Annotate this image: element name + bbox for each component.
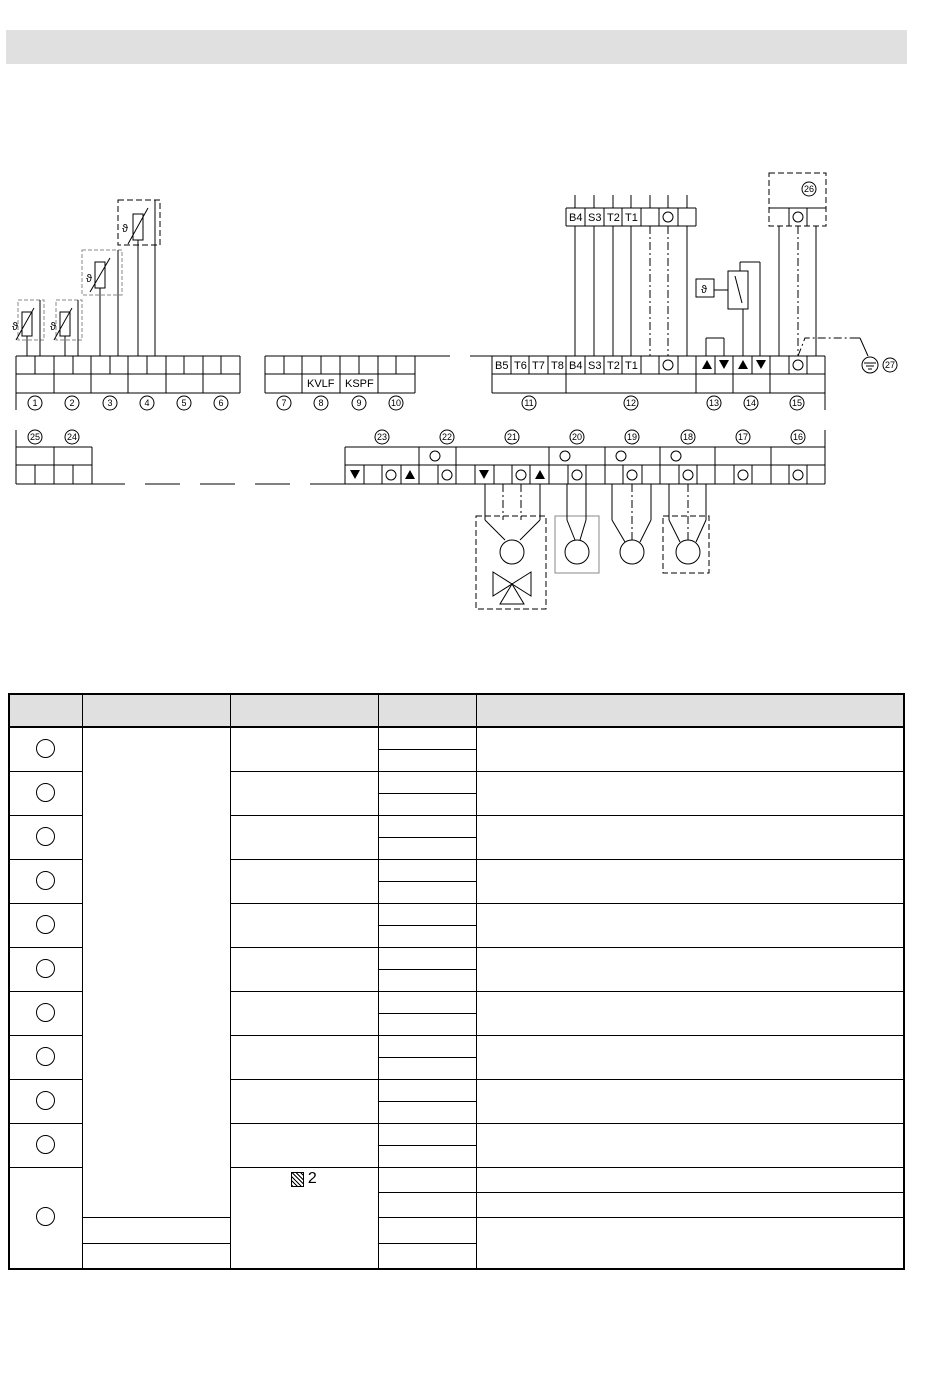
table-row xyxy=(9,727,904,750)
heating-circuit-number: 2 xyxy=(307,1170,317,1187)
row-circle-marker xyxy=(36,783,55,802)
terminal-number: 18 xyxy=(682,432,694,442)
terminal-number: 20 xyxy=(571,432,583,442)
mixer-valve-device xyxy=(476,484,546,609)
row-circle-marker xyxy=(36,1003,55,1022)
row-circle-marker xyxy=(36,827,55,846)
terminal-number: 10 xyxy=(390,398,402,408)
terminal-number: 17 xyxy=(737,432,749,442)
lower-terminal-strip xyxy=(16,430,825,484)
mid-strip-label: B4 xyxy=(569,360,583,372)
row-circle-marker xyxy=(36,1047,55,1066)
mid-strip-label: T7 xyxy=(532,360,545,372)
terminal-number: 12 xyxy=(625,398,637,408)
table-header-cell xyxy=(476,694,904,727)
terminal-number: 22 xyxy=(441,432,453,442)
table-header-cell xyxy=(378,694,476,727)
sensor-1 xyxy=(16,300,44,356)
terminal-number: 19 xyxy=(626,432,638,442)
row-circle-marker xyxy=(36,959,55,978)
terminal-number: 21 xyxy=(506,432,518,442)
row-circle-marker xyxy=(36,1135,55,1154)
row-circle-marker xyxy=(36,739,55,758)
terminal-number: 4 xyxy=(144,398,150,408)
row-circle-marker xyxy=(36,871,55,890)
kspf-label: KSPF xyxy=(345,378,374,390)
terminal-number: 16 xyxy=(792,432,804,442)
terminal-number: 5 xyxy=(181,398,187,408)
mid-strip-label: S3 xyxy=(588,360,602,372)
terminal-number: 8 xyxy=(318,398,324,408)
sensor-symbol: ϑ xyxy=(701,284,708,296)
diagram-labels xyxy=(12,184,895,442)
mid-strip-label: T2 xyxy=(607,360,620,372)
sensor-3 xyxy=(82,250,122,356)
external-block-26 xyxy=(769,173,826,356)
terminal-number: 27 xyxy=(884,360,896,370)
table-header-row xyxy=(9,694,904,727)
pump-device-20 xyxy=(555,484,599,573)
terminal-number: 7 xyxy=(281,398,287,408)
terminal-number: 13 xyxy=(708,398,720,408)
wiring-diagram xyxy=(0,0,950,680)
heating-circuit-icon xyxy=(291,1172,304,1187)
upper-terminal-strip-left xyxy=(16,356,240,410)
sensor-2 xyxy=(54,300,82,356)
terminal-number: 2 xyxy=(69,398,75,408)
sensor-symbol: ϑ xyxy=(12,321,19,333)
row-circle-marker xyxy=(36,1091,55,1110)
table-header-cell xyxy=(230,694,378,727)
top-strip-label: B4 xyxy=(569,212,583,224)
terminal-number: 15 xyxy=(791,398,803,408)
top-strip-label: T2 xyxy=(607,212,620,224)
row-circle-marker xyxy=(36,915,55,934)
terminal-number: 1 xyxy=(32,398,38,408)
sensor-symbol: ϑ xyxy=(50,321,57,333)
terminal-number: 3 xyxy=(107,398,113,408)
top-strip-label: S3 xyxy=(588,212,602,224)
thermostat-block xyxy=(696,262,760,356)
table-header-cell xyxy=(9,694,82,727)
mid-strip-label: T6 xyxy=(514,360,527,372)
terminal-number: 24 xyxy=(66,432,78,442)
sensor-symbol: ϑ xyxy=(122,223,129,235)
pump-device-18 xyxy=(663,484,709,573)
reference-table xyxy=(8,693,905,1270)
row-circle-marker xyxy=(36,1207,55,1226)
sensor-symbol: ϑ xyxy=(86,273,93,285)
group-cell xyxy=(82,727,230,1218)
kvlf-label: KVLF xyxy=(307,378,335,390)
direction-triangles xyxy=(350,360,766,479)
table-row xyxy=(9,1243,904,1269)
table-row xyxy=(9,1218,904,1243)
mid-strip-label: T1 xyxy=(625,360,638,372)
terminal-number: 26 xyxy=(803,184,815,194)
mid-strip-label: B5 xyxy=(495,360,509,372)
terminal-number: 23 xyxy=(376,432,388,442)
pump-device-19 xyxy=(612,484,651,564)
top-strip-label: T1 xyxy=(625,212,638,224)
terminal-number: 11 xyxy=(524,398,534,408)
terminal-number: 6 xyxy=(218,398,224,408)
mid-strip-label: T8 xyxy=(551,360,564,372)
terminal-number: 14 xyxy=(745,398,757,408)
terminal-number: 25 xyxy=(29,432,41,442)
terminal-number: 9 xyxy=(356,398,362,408)
table-header-cell xyxy=(82,694,230,727)
terminal-number-circles xyxy=(28,182,897,444)
